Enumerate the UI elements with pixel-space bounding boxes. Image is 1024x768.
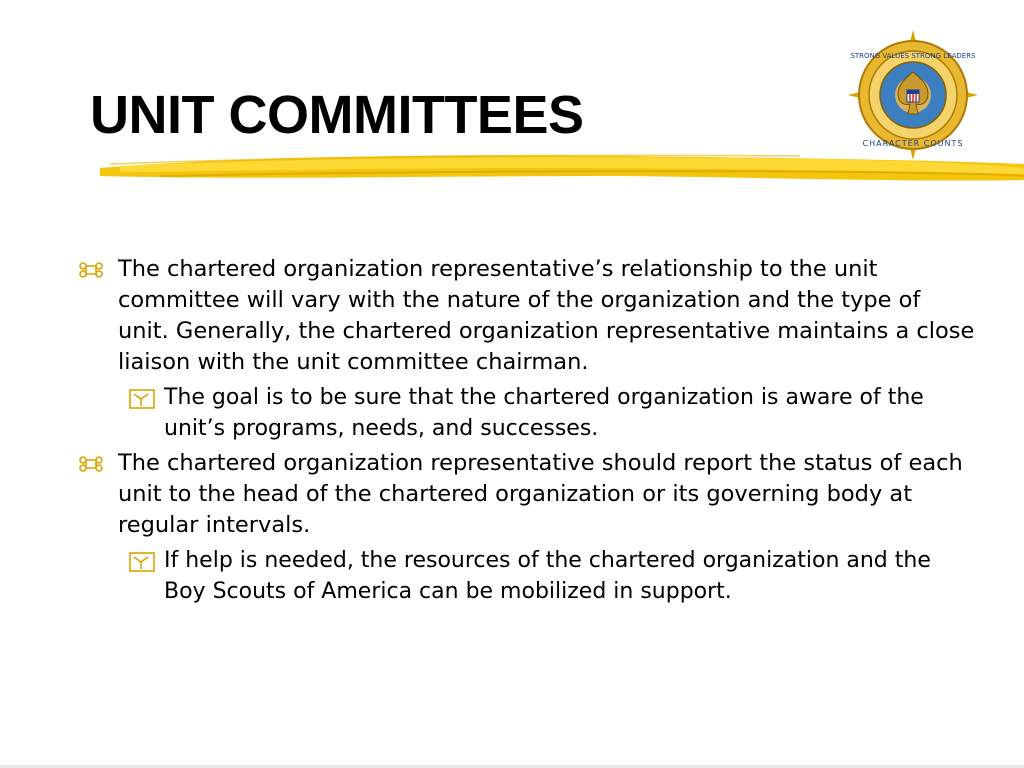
- bullet-text: The chartered organization representative’s relationship to the unit committee will vary with the nature of the organization and the type of unit. Generally, the chartered organization representative maintains a close liaison with the unit committee chairman.: [118, 256, 975, 375]
- character-counts-emblem-icon: [846, 28, 980, 162]
- command-key-bullet-icon: [78, 448, 104, 479]
- bullet-text: The chartered organization representative should report the status of each unit to the head of the chartered organization or its governing body at regular intervals.: [118, 450, 963, 538]
- bullet-item-2: [78, 448, 978, 541]
- bullet-item-1: [78, 254, 978, 378]
- emblem-text-bottom: CHARACTER COUNTS: [862, 139, 964, 148]
- sub-bullet-item-2: [78, 545, 978, 607]
- bullet-list: [78, 254, 978, 611]
- sub-bullet-text: The goal is to be sure that the chartered organization is aware of the unit’s programs, needs, and successes.: [164, 385, 924, 441]
- emblem-text-top: STRONG VALUES STRONG LEADERS: [850, 52, 976, 60]
- slide-title: UNIT COMMITTEES: [90, 85, 584, 145]
- checkbox-bullet-icon: [129, 389, 155, 409]
- command-key-bullet-icon: [78, 254, 104, 285]
- sub-bullet-text: If help is needed, the resources of the chartered organization and the Boy Scouts of America can be mobilized in support.: [164, 548, 931, 604]
- checkbox-bullet-icon: [129, 552, 155, 572]
- sub-bullet-item-1: [78, 382, 978, 444]
